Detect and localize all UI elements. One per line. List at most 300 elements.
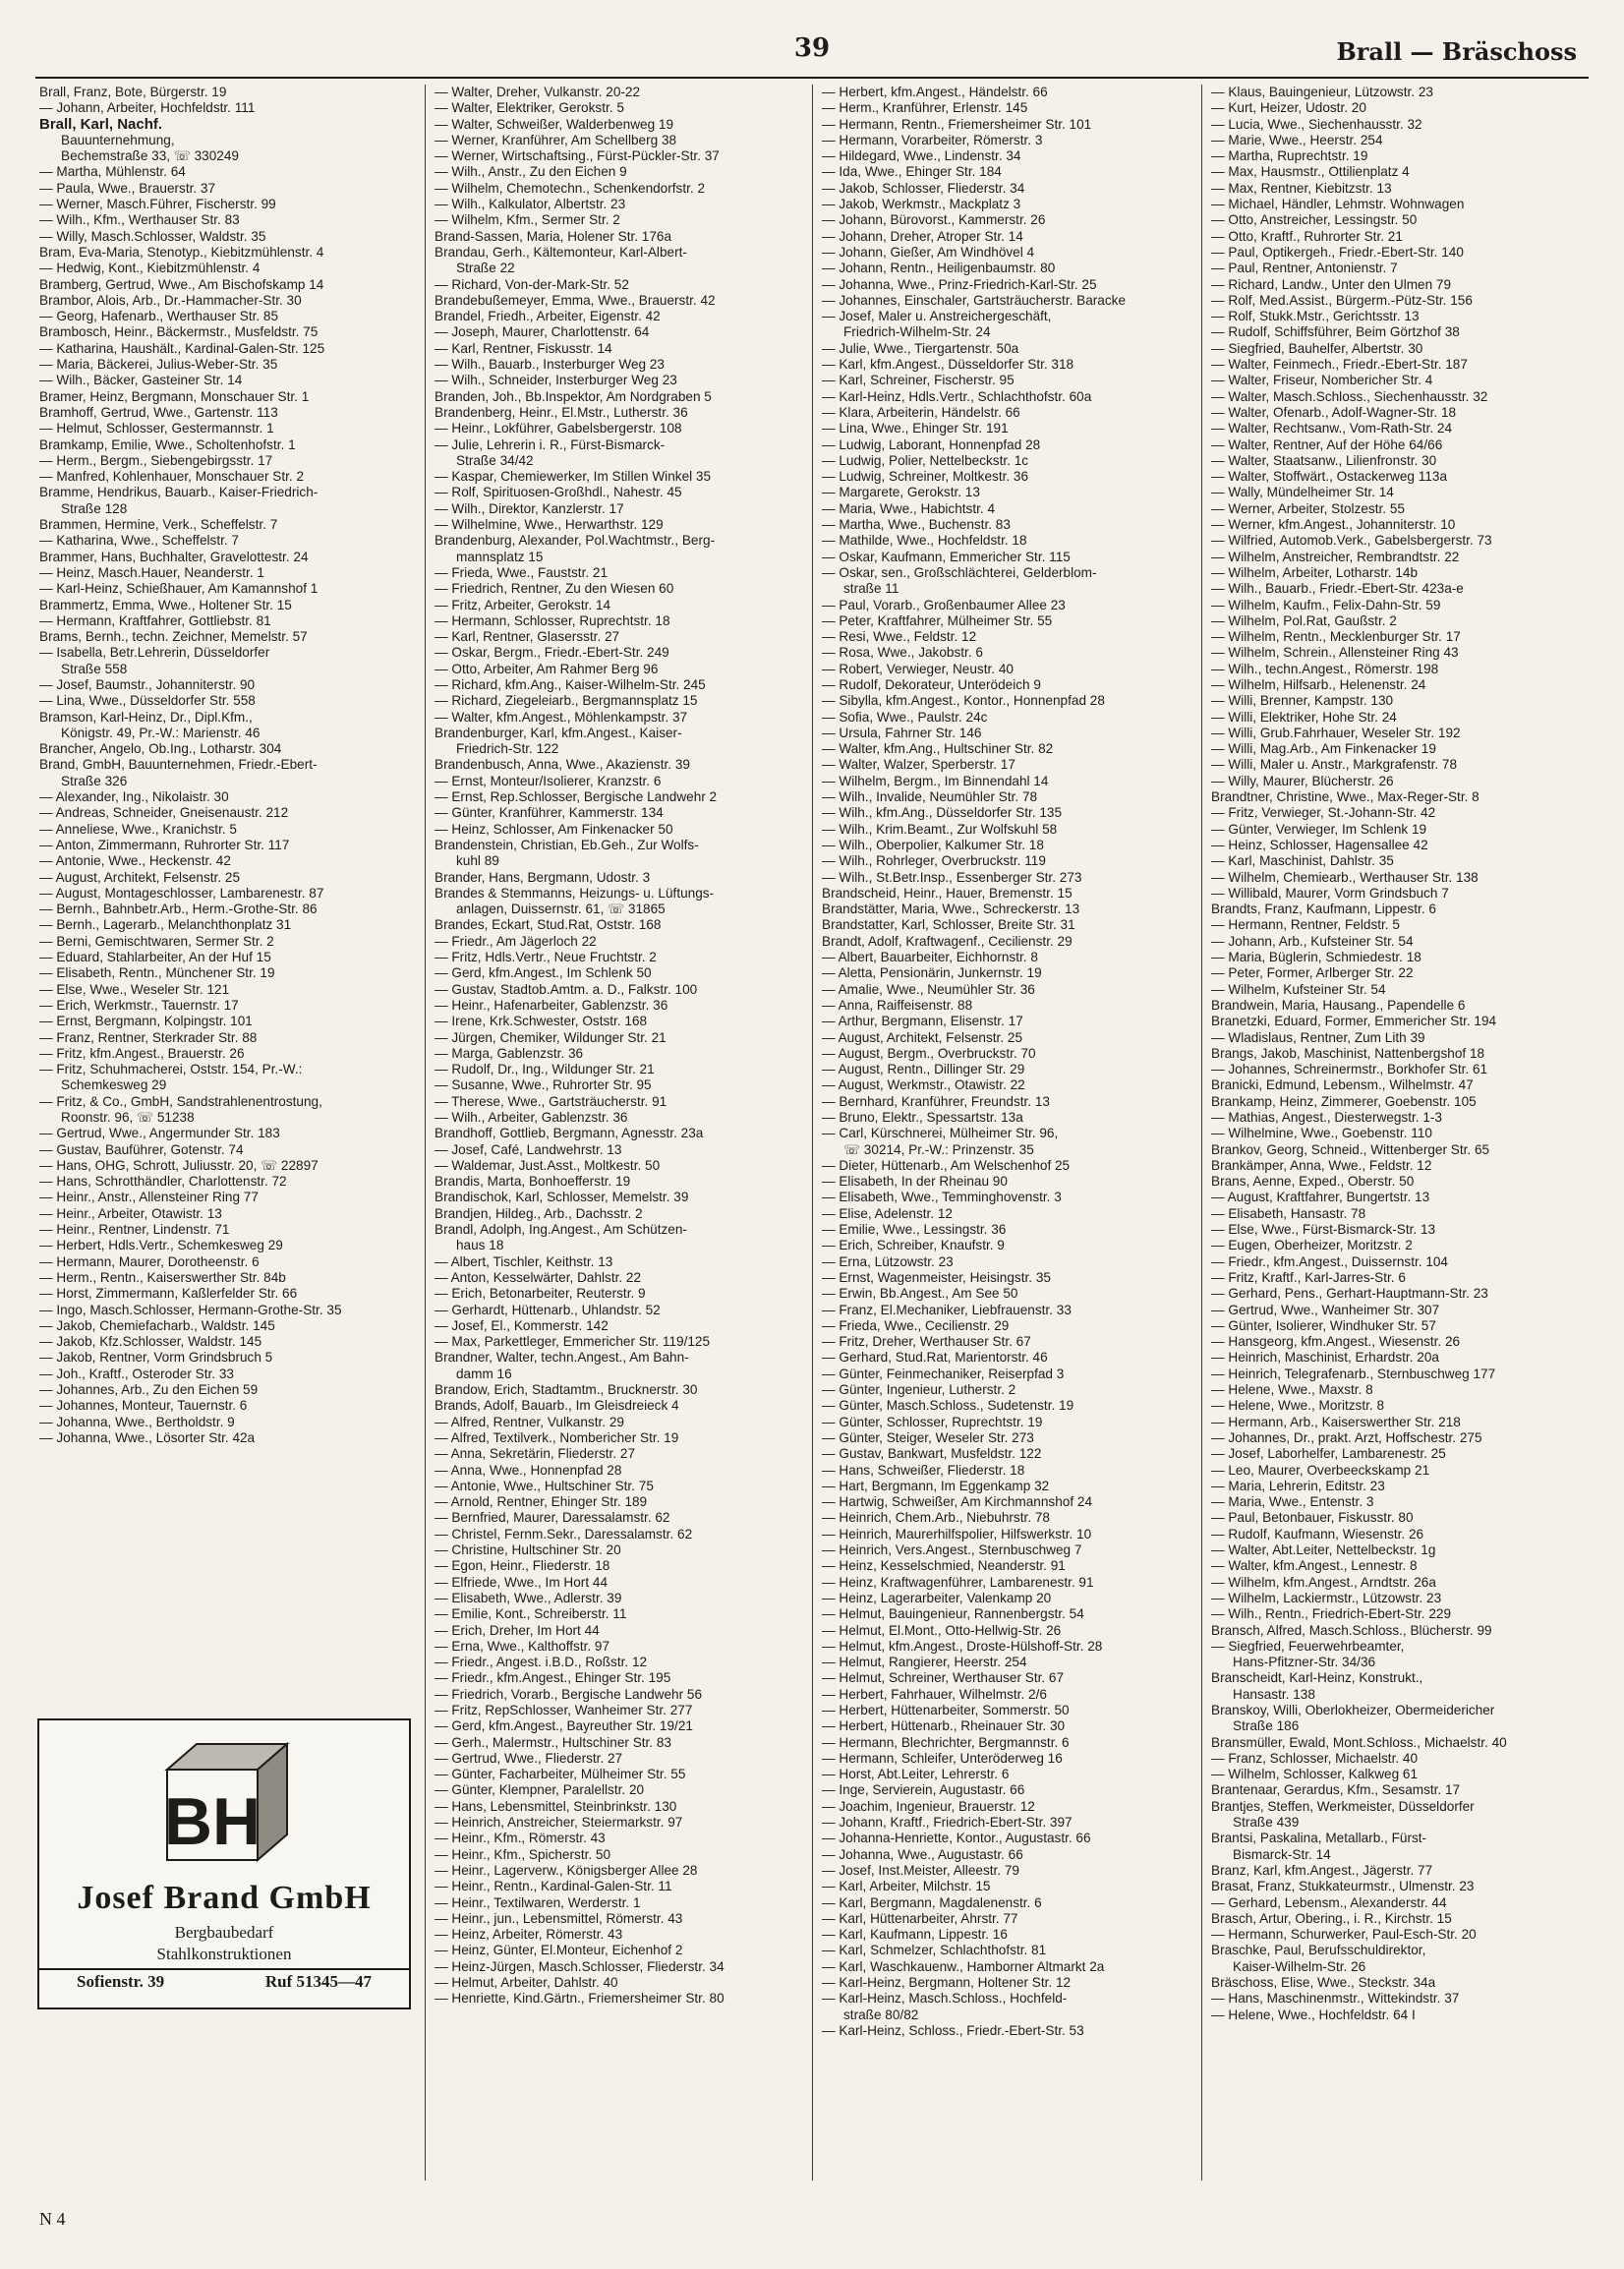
directory-entry: Brandscheid, Heinr., Hauer, Bremenstr. 15 <box>822 885 1073 901</box>
directory-entry: — Wilh., Invalide, Neumühler Str. 78 <box>822 789 1038 805</box>
directory-entry: — Wilh., Anstr., Zu den Eichen 9 <box>435 164 627 180</box>
directory-entry: — Heinz, Kraftwagenführer, Lambarenestr. 91 <box>822 1574 1094 1590</box>
directory-entry: — Herbert, Hdls.Vertr., Schemkesweg 29 <box>39 1238 283 1253</box>
directory-entry: — Otto, Anstreicher, Lessingstr. 50 <box>1211 212 1418 228</box>
directory-entry: straße 80/82 <box>843 2007 919 2022</box>
directory-entry: — Karl, Arbeiter, Milchstr. 15 <box>822 1879 991 1894</box>
directory-entry: Straße 22 <box>456 261 515 276</box>
directory-entry: — Günter, Isolierer, Windhuker Str. 57 <box>1211 1317 1436 1333</box>
directory-entry: — Rolf, Med.Assist., Bürgerm.-Pütz-Str. 156 <box>1211 292 1473 308</box>
directory-entry: — Herbert, Fahrhauer, Wilhelmstr. 2/6 <box>822 1686 1047 1702</box>
directory-entry: Brandis, Marta, Bonhoefferstr. 19 <box>435 1174 631 1190</box>
directory-entry: Brandau, Gerh., Kältemonteur, Karl-Albert- <box>435 244 687 260</box>
directory-entry: — Christine, Hultschiner Str. 20 <box>435 1542 621 1558</box>
directory-entry: — Jakob, Rentner, Vorm Grindsbruch 5 <box>39 1350 273 1366</box>
directory-entry: — Karl, Schmelzer, Schlachthofstr. 81 <box>822 1943 1047 1958</box>
directory-entry: — Friedr., kfm.Angest., Duissernstr. 104 <box>1211 1253 1448 1269</box>
directory-entry: — Wilh., St.Betr.Insp., Essenberger Str. 273 <box>822 869 1082 885</box>
directory-entry: — Horst, Zimmermann, Kaßlerfelder Str. 66 <box>39 1286 298 1302</box>
directory-entry: — Anna, Raiffeisenstr. 88 <box>822 997 973 1013</box>
directory-entry: — Elise, Adelenstr. 12 <box>822 1205 953 1221</box>
directory-entry: — Wilh., Direktor, Kanzlerstr. 17 <box>435 500 624 516</box>
directory-entry: Brangs, Jakob, Maschinist, Nattenbergshof 18 <box>1211 1045 1485 1061</box>
directory-entry: — Werner, kfm.Angest., Johanniterstr. 10 <box>1211 517 1456 533</box>
directory-entry: Hans-Pfitzner-Str. 34/36 <box>1233 1655 1376 1670</box>
directory-entry: — Wilhelm, Schlosser, Kalkweg 61 <box>1211 1767 1419 1782</box>
directory-entry: — Johann, Gießer, Am Windhövel 4 <box>822 244 1035 260</box>
directory-entry: Bramberg, Gertrud, Wwe., Am Bischofskamp 14 <box>39 276 324 292</box>
directory-entry: — Wilh., Krim.Beamt., Zur Wolfskuhl 58 <box>822 821 1058 837</box>
ad-company-name: Josef Brand GmbH <box>77 1880 372 1916</box>
directory-entry: Brammen, Hermine, Verk., Scheffelstr. 7 <box>39 517 278 533</box>
directory-entry: — Günter, Masch.Schloss., Sudetenstr. 19 <box>822 1398 1074 1414</box>
directory-entry: — Margarete, Gerokstr. 13 <box>822 485 980 500</box>
directory-entry: — Johann, Bürovorst., Kammerstr. 26 <box>822 212 1046 228</box>
directory-entry: — Hermann, Maurer, Dorotheenstr. 6 <box>39 1253 260 1269</box>
directory-entry: — Wilhelmine, Wwe., Herwarthstr. 129 <box>435 517 664 533</box>
directory-entry: — Gustav, Bankwart, Musfeldstr. 122 <box>822 1446 1042 1462</box>
directory-entry: — Katharina, Haushält., Kardinal-Galen-Str. 125 <box>39 340 325 356</box>
directory-entry: Brandner, Walter, techn.Angest., Am Bahn- <box>435 1350 689 1366</box>
directory-entry: — Christel, Fernm.Sekr., Daressalamstr. 62 <box>435 1526 693 1542</box>
column-divider <box>425 85 426 2181</box>
directory-entry: — Heinrich, Maurerhilfspolier, Hilfswerkstr. 10 <box>822 1526 1092 1542</box>
directory-entry: — Anna, Sekretärin, Fliederstr. 27 <box>435 1446 636 1462</box>
directory-entry: — Heinz-Jürgen, Masch.Schlosser, Fliederstr. 34 <box>435 1958 725 1974</box>
directory-entry: — Siegfried, Bauhelfer, Albertstr. 30 <box>1211 340 1423 356</box>
directory-entry: — Martha, Mühlenstr. 64 <box>39 164 186 180</box>
directory-entry: ☏ 30214, Pr.-W.: Prinzenstr. 35 <box>843 1141 1034 1157</box>
directory-entry: — Wilhelm, Hilfsarb., Helenenstr. 24 <box>1211 676 1426 692</box>
directory-entry: — Walter, Abt.Leiter, Nettelbeckstr. 1g <box>1211 1542 1436 1558</box>
directory-entry: — Jakob, Chemiefacharb., Waldstr. 145 <box>39 1317 275 1333</box>
directory-entry: — Günter, Steiger, Weseler Str. 273 <box>822 1429 1034 1445</box>
directory-entry: — Erich, Schreiber, Knaufstr. 9 <box>822 1238 1005 1253</box>
directory-entry: damm 16 <box>456 1366 512 1381</box>
directory-entry: — Karl, Hüttenarbeiter, Ahrstr. 77 <box>822 1910 1018 1926</box>
logo-text: BH <box>163 1784 261 1859</box>
directory-entry: — Helmut, Arbeiter, Dahlstr. 40 <box>435 1975 618 1991</box>
directory-entry: — Johanna, Wwe., Lösorter Str. 42a <box>39 1429 256 1445</box>
directory-entry: — Wilhelm, Anstreicher, Rembrandtstr. 22 <box>1211 549 1460 564</box>
directory-entry: — Ludwig, Schreiner, Moltkestr. 36 <box>822 469 1029 485</box>
directory-entry: — Antonie, Wwe., Heckenstr. 42 <box>39 853 231 869</box>
directory-entry: — Marga, Gablenzstr. 36 <box>435 1045 584 1061</box>
directory-entry: — Johann, Dreher, Atroper Str. 14 <box>822 228 1023 244</box>
directory-entry: — Kaspar, Chemiewerker, Im Stillen Winkel 35 <box>435 469 712 485</box>
directory-entry: — Walter, Elektriker, Gerokstr. 5 <box>435 100 624 116</box>
directory-entry: — Peter, Former, Arlberger Str. 22 <box>1211 965 1414 981</box>
directory-entry: — Hartwig, Schweißer, Am Kirchmannshof 24 <box>822 1494 1093 1510</box>
directory-entry: — Rudolf, Dr., Ing., Wildunger Str. 21 <box>435 1062 655 1077</box>
directory-entry: — Katharina, Wwe., Scheffelstr. 7 <box>39 533 239 549</box>
directory-entry: Branetzki, Eduard, Former, Emmericher Str. 194 <box>1211 1014 1497 1029</box>
directory-entry: — Andreas, Schneider, Gneisenaustr. 212 <box>39 805 289 821</box>
directory-entry: — Willi, Maler u. Anstr., Markgrafenstr. 78 <box>1211 757 1458 773</box>
directory-entry: — Heinz, Lagerarbeiter, Valenkamp 20 <box>822 1590 1052 1605</box>
directory-entry: — Amalie, Wwe., Neumühler Str. 36 <box>822 981 1035 997</box>
directory-entry: — Karl-Heinz, Schießhauer, Am Kamannshof 1 <box>39 581 319 597</box>
directory-entry: — Fritz, kfm.Angest., Brauerstr. 26 <box>39 1045 245 1061</box>
directory-entry: — Heinr., Lokführer, Gabelsbergerstr. 108 <box>435 421 682 436</box>
footer-signature: N 4 <box>39 2209 66 2229</box>
directory-entry: — Ursula, Fahrner Str. 146 <box>822 725 982 740</box>
directory-entry: — Ludwig, Polier, Nettelbeckstr. 1c <box>822 452 1029 468</box>
directory-entry: Roonstr. 96, ☏ 51238 <box>61 1110 195 1125</box>
directory-entry: — Elisabeth, In der Rheinau 90 <box>822 1174 1008 1190</box>
directory-entry: straße 11 <box>843 581 899 597</box>
directory-entry: Bram, Eva-Maria, Stenotyp., Kiebitzmühlenstr. 4 <box>39 244 324 260</box>
directory-entry: — Walter, kfm.Angest., Möhlenkampstr. 37 <box>435 709 688 725</box>
directory-entry: — Willy, Masch.Schlosser, Waldstr. 35 <box>39 228 266 244</box>
directory-entry: — Heinr., Rentner, Lindenstr. 71 <box>39 1222 230 1238</box>
directory-entry: — Wilh., Bauarb., Insterburger Weg 23 <box>435 357 665 373</box>
directory-entry: — Günter, Verwieger, Im Schlenk 19 <box>1211 821 1427 837</box>
directory-entry: — Wilhelm, Rentn., Mecklenburger Str. 17 <box>1211 629 1461 645</box>
directory-entry: — Lina, Wwe., Ehinger Str. 191 <box>822 421 1009 436</box>
directory-entry: — Wilhelm, Kaufm., Felix-Dahn-Str. 59 <box>1211 597 1441 612</box>
directory-entry: Brandstatter, Karl, Schlosser, Breite Str. 31 <box>822 917 1075 933</box>
directory-entry: Brand-Sassen, Maria, Holener Str. 176a <box>435 228 672 244</box>
directory-entry: — Rudolf, Dekorateur, Unterödeich 9 <box>822 676 1041 692</box>
directory-entry: — Dieter, Hüttenarb., Am Welschenhof 25 <box>822 1157 1071 1173</box>
directory-entry: — Antonie, Wwe., Hultschiner Str. 75 <box>435 1478 654 1493</box>
directory-entry: — Werner, Wirtschaftsing., Fürst-Pückler-Str. 37 <box>435 148 720 164</box>
directory-entry: — Hermann, Rentn., Friemersheimer Str. 101 <box>822 116 1092 132</box>
directory-entry: — Lina, Wwe., Düsseldorfer Str. 558 <box>39 693 256 709</box>
directory-entry: — Heinr., Rentn., Kardinal-Galen-Str. 11 <box>435 1879 672 1894</box>
directory-entry: — Frieda, Wwe., Fauststr. 21 <box>435 564 609 580</box>
directory-entry: Bramkamp, Emilie, Wwe., Scholtenhofstr. 1 <box>39 436 296 452</box>
directory-entry: — Johannes, Arb., Zu den Eichen 59 <box>39 1382 259 1398</box>
directory-entry: Branskoy, Willi, Oberlokheizer, Obermeidericher <box>1211 1702 1495 1717</box>
directory-entry: — Ida, Wwe., Ehinger Str. 184 <box>822 164 1002 180</box>
directory-entry: — Horst, Abt.Leiter, Lehrerstr. 6 <box>822 1767 1010 1782</box>
directory-entry: — Günter, Schlosser, Ruprechtstr. 19 <box>822 1414 1043 1429</box>
directory-entry: — Karl-Heinz, Masch.Schloss., Hochfeld- <box>822 1991 1068 2007</box>
directory-entry: — Heinz, Masch.Hauer, Neanderstr. 1 <box>39 564 264 580</box>
directory-entry: — Hermann, Schurwerker, Paul-Esch-Str. 20 <box>1211 1927 1477 1943</box>
directory-entry: — Emilie, Kont., Schreiberstr. 11 <box>435 1606 627 1622</box>
directory-entry: Brandischok, Karl, Schlosser, Memelstr. 39 <box>435 1190 689 1205</box>
directory-entry: — Peter, Kraftfahrer, Mülheimer Str. 55 <box>822 612 1053 628</box>
directory-entry: — Gustav, Bauführer, Gotenstr. 74 <box>39 1141 244 1157</box>
directory-entry: — Josef, Café, Landwehrstr. 13 <box>435 1141 622 1157</box>
directory-entry: — Friedr., Am Jägerloch 22 <box>435 933 597 949</box>
directory-entry: Brandes & Stemmanns, Heizungs- u. Lüftungs- <box>435 885 715 901</box>
directory-entry: — Max, Hausmstr., Ottilienplatz 4 <box>1211 164 1410 180</box>
directory-entry: — Martha, Wwe., Buchenstr. 83 <box>822 517 1011 533</box>
directory-entry: — Helmut, Schlosser, Gestermannstr. 1 <box>39 421 274 436</box>
directory-entry: — Josef, Baumstr., Johanniterstr. 90 <box>39 676 256 692</box>
directory-entry: — Joachim, Ingenieur, Brauerstr. 12 <box>822 1798 1035 1814</box>
directory-entry: — Wilh., techn.Angest., Römerstr. 198 <box>1211 661 1439 676</box>
directory-entry: — Franz, Schlosser, Michaelstr. 40 <box>1211 1750 1419 1766</box>
directory-entry: Brandjen, Hildeg., Arb., Dachsstr. 2 <box>435 1205 643 1221</box>
directory-entry: — Julie, Wwe., Tiergartenstr. 50a <box>822 340 1019 356</box>
directory-entry: — Wilhelm, kfm.Angest., Arndtstr. 26a <box>1211 1574 1436 1590</box>
directory-entry: — Carl, Kürschnerei, Mülheimer Str. 96, <box>822 1126 1059 1141</box>
directory-entry: — Günter, Ingenieur, Lutherstr. 2 <box>822 1382 1016 1398</box>
directory-entry: — Werner, Kranführer, Am Schellberg 38 <box>435 132 677 147</box>
directory-entry: Brandes, Eckart, Stud.Rat, Oststr. 168 <box>435 917 662 933</box>
directory-entry: — Paul, Vorarb., Großenbaumer Allee 23 <box>822 597 1066 612</box>
directory-entry: — Walter, kfm.Angest., Lennestr. 8 <box>1211 1558 1418 1574</box>
directory-entry: — Karl, Waschkauenw., Hamborner Altmarkt 2a <box>822 1958 1105 1974</box>
directory-entry: — Elisabeth, Rentn., Münchener Str. 19 <box>39 965 275 981</box>
directory-entry: — Heinr., jun., Lebensmittel, Römerstr. 43 <box>435 1910 683 1926</box>
directory-entry: — Hermann, Blechrichter, Bergmannstr. 6 <box>822 1734 1070 1750</box>
directory-entry: — Maria, Büglerin, Schmiedestr. 18 <box>1211 950 1421 965</box>
directory-entry: — Hans, Schrotthändler, Charlottenstr. 72 <box>39 1174 287 1190</box>
directory-entry: — Josef, Laborhelfer, Lambarenestr. 25 <box>1211 1446 1446 1462</box>
directory-entry: — Erna, Lützowstr. 23 <box>822 1253 954 1269</box>
directory-entry: Brambor, Alois, Arb., Dr.-Hammacher-Str. 30 <box>39 292 302 308</box>
directory-entry: — Gerhard, Lebensm., Alexanderstr. 44 <box>1211 1894 1447 1910</box>
directory-entry: — Mathilde, Wwe., Hochfeldstr. 18 <box>822 533 1027 549</box>
directory-entry: — Johannes, Monteur, Tauernstr. 6 <box>39 1398 248 1414</box>
directory-entry: Brands, Adolf, Bauarb., Im Gleisdreieck 4 <box>435 1398 679 1414</box>
directory-entry: Brandt, Adolf, Kraftwagenf., Cecilienstr. 29 <box>822 933 1073 949</box>
directory-entry: — Irene, Krk.Schwester, Oststr. 168 <box>435 1014 648 1029</box>
directory-entry: — Günter, Klempner, Paralellstr. 20 <box>435 1782 645 1798</box>
directory-entry: — Wilhelm, Bergm., Im Binnendahl 14 <box>822 773 1049 788</box>
directory-entry: — Willy, Maurer, Blücherstr. 26 <box>1211 773 1394 788</box>
directory-entry: — Hermann, Schleifer, Unteröderweg 16 <box>822 1750 1063 1766</box>
directory-entry: — Helmut, El.Mont., Otto-Hellwig-Str. 26 <box>822 1622 1062 1638</box>
directory-entry: — Wilhelmine, Wwe., Goebenstr. 110 <box>1211 1126 1432 1141</box>
directory-entry: — Heinz, Schlosser, Am Finkenacker 50 <box>435 821 673 837</box>
directory-entry: — Ernst, Monteur/Isolierer, Kranzstr. 6 <box>435 773 662 788</box>
directory-entry: Brandl, Adolph, Ing.Angest., Am Schützen- <box>435 1222 687 1238</box>
directory-entry: — Hans, OHG, Schrott, Juliusstr. 20, ☏ 22897 <box>39 1157 319 1173</box>
directory-entry: Straße 34/42 <box>456 452 534 468</box>
directory-entry: — Maria, Wwe., Habichtstr. 4 <box>822 500 996 516</box>
directory-entry: — Ludwig, Laborant, Honnenpfad 28 <box>822 436 1041 452</box>
directory-entry: — Anton, Kesselwärter, Dahlstr. 22 <box>435 1269 642 1285</box>
directory-entry: — Rolf, Stukk.Mstr., Gerichtsstr. 13 <box>1211 309 1420 324</box>
directory-entry: — Waldemar, Just.Asst., Moltkestr. 50 <box>435 1157 661 1173</box>
directory-entry: Brall, Franz, Bote, Bürgerstr. 19 <box>39 85 227 99</box>
directory-entry: — Siegfried, Feuerwehrbeamter, <box>1211 1638 1405 1654</box>
directory-entry: — Walter, Feinmech., Friedr.-Ebert-Str. 187 <box>1211 357 1468 373</box>
directory-entry: — Wally, Mündelheimer Str. 14 <box>1211 485 1394 500</box>
directory-entry: — Fritz, Kraftf., Karl-Jarres-Str. 6 <box>1211 1269 1406 1285</box>
directory-entry: — Hans, Schweißer, Fliederstr. 18 <box>822 1462 1025 1478</box>
directory-entry: — Else, Wwe., Fürst-Bismarck-Str. 13 <box>1211 1222 1436 1238</box>
directory-entry: — Erna, Wwe., Kalthoffstr. 97 <box>435 1638 610 1654</box>
directory-entry: — Rudolf, Kaufmann, Wiesenstr. 26 <box>1211 1526 1424 1542</box>
directory-entry: — Fritz, Dreher, Werthauser Str. 67 <box>822 1334 1031 1350</box>
directory-entry: — Emilie, Wwe., Lessingstr. 36 <box>822 1222 1007 1238</box>
ad-address: Sofienstr. 39 <box>77 1972 165 1991</box>
directory-entry: — Bruno, Elektr., Spessartstr. 13a <box>822 1110 1023 1125</box>
directory-entry: — Johanna, Wwe., Prinz-Friedrich-Karl-Str. 25 <box>822 276 1097 292</box>
directory-entry: — Else, Wwe., Weseler Str. 121 <box>39 981 230 997</box>
directory-entry: — Helmut, Schreiner, Werthauser Str. 67 <box>822 1670 1065 1686</box>
directory-entry: — Walter, Rechtsanw., Vom-Rath-Str. 24 <box>1211 421 1453 436</box>
directory-entry: Straße 186 <box>1233 1718 1300 1734</box>
directory-entry: — Richard, Landw., Unter den Ulmen 79 <box>1211 276 1452 292</box>
directory-entry: — Rosa, Wwe., Jakobstr. 6 <box>822 645 983 661</box>
directory-entry: — Friedrich, Vorarb., Bergische Landwehr 56 <box>435 1686 703 1702</box>
directory-entry: — Karl, Rentner, Fiskusstr. 14 <box>435 340 612 356</box>
directory-entry: — Anton, Zimmermann, Ruhrorter Str. 117 <box>39 837 290 852</box>
directory-entry: — Bernhard, Kranführer, Freundstr. 13 <box>822 1093 1050 1109</box>
directory-entry: — Helmut, Rangierer, Heerstr. 254 <box>822 1655 1027 1670</box>
directory-entry: — Alfred, Rentner, Vulkanstr. 29 <box>435 1414 624 1429</box>
directory-entry: — Leo, Maurer, Overbeeckskamp 21 <box>1211 1462 1430 1478</box>
directory-entry: — Jakob, Schlosser, Fliederstr. 34 <box>822 180 1025 196</box>
directory-entry: Hansastr. 138 <box>1233 1686 1315 1702</box>
directory-entry: — Ernst, Rep.Schlosser, Bergische Landwehr 2 <box>435 789 718 805</box>
directory-entry: — Fritz, Arbeiter, Gerokstr. 14 <box>435 597 611 612</box>
directory-entry: — Walter, kfm.Ang., Hultschiner Str. 82 <box>822 741 1054 757</box>
directory-entry: Brandenstein, Christian, Eb.Geh., Zur Wolfs- <box>435 837 699 852</box>
directory-entry: — Johanna, Wwe., Augustastr. 66 <box>822 1846 1023 1862</box>
directory-entry: Brantenaar, Gerardus, Kfm., Sesamstr. 17 <box>1211 1782 1461 1798</box>
directory-entry: — Hermann, Schlosser, Ruprechtstr. 18 <box>435 612 670 628</box>
directory-entry: Brandenbusch, Anna, Wwe., Akazienstr. 39 <box>435 757 690 773</box>
directory-entry: — Arnold, Rentner, Ehinger Str. 189 <box>435 1494 648 1510</box>
ad-line-2: Stahlkonstruktionen <box>156 1945 292 1963</box>
directory-entry: — Wilh., Arbeiter, Gablenzstr. 36 <box>435 1110 628 1125</box>
directory-entry: — Elisabeth, Wwe., Temminghovenstr. 3 <box>822 1190 1062 1205</box>
directory-entry: — Paula, Wwe., Brauerstr. 37 <box>39 180 216 196</box>
directory-entry: — Elisabeth, Hansastr. 78 <box>1211 1205 1366 1221</box>
running-head: Brall — Bräschoss <box>1336 37 1577 66</box>
directory-entry: — August, Architekt, Felsenstr. 25 <box>39 869 241 885</box>
ad-phone: Ruf 51345—47 <box>264 1972 372 1991</box>
directory-entry: — Walter, Ofenarb., Adolf-Wagner-Str. 18 <box>1211 404 1457 420</box>
directory-entry: Brandts, Franz, Kaufmann, Lippestr. 6 <box>1211 902 1436 917</box>
directory-entry: — Wilhelm, Kufsteiner Str. 54 <box>1211 981 1386 997</box>
directory-entry: — Gerhardt, Hüttenarb., Uhlandstr. 52 <box>435 1302 661 1317</box>
directory-entry: — Erich, Werkmstr., Tauernstr. 17 <box>39 997 239 1013</box>
directory-entry: — Oskar, Kaufmann, Emmericher Str. 115 <box>822 549 1071 564</box>
directory-entry: Brankov, Georg, Schneid., Wittenberger Str. 65 <box>1211 1141 1490 1157</box>
directory-entry: Bransmüller, Ewald, Mont.Schloss., Michaelstr. 40 <box>1211 1734 1507 1750</box>
directory-entry: Friedrich-Wilhelm-Str. 24 <box>843 324 991 340</box>
directory-entry: — August, Kraftfahrer, Bungertstr. 13 <box>1211 1190 1430 1205</box>
directory-entry: Straße 326 <box>61 773 128 788</box>
directory-entry: — Fritz, RepSchlosser, Wanheimer Str. 277 <box>435 1702 693 1717</box>
directory-entry: — Johanna-Henriette, Kontor., Augustastr. 66 <box>822 1831 1091 1846</box>
directory-entry: — Lucia, Wwe., Siechenhausstr. 32 <box>1211 116 1422 132</box>
directory-entry: — Heinr., Arbeiter, Otawistr. 13 <box>39 1205 222 1221</box>
directory-entry: — Helmut, Bauingenieur, Rannenbergstr. 54 <box>822 1606 1084 1622</box>
directory-entry: — Wilfried, Automob.Verk., Gabelsbergerstr. 73 <box>1211 533 1492 549</box>
directory-entry: Brancher, Angelo, Ob.Ing., Lotharstr. 304 <box>39 741 282 757</box>
directory-entry: — Heinz, Kesselschmied, Neanderstr. 91 <box>822 1558 1066 1574</box>
directory-entry: — Fritz, & Co., GmbH, Sandstrahlenentrostung, <box>39 1093 322 1109</box>
directory-entry: Bramer, Heinz, Bergmann, Monschauer Str. 1 <box>39 388 310 404</box>
directory-entry: — Johannes, Einschaler, Gartsträucherstr. Baracke <box>822 292 1127 308</box>
directory-entry: — Franz, Rentner, Sterkrader Str. 88 <box>39 1029 258 1045</box>
directory-entry: — Anna, Wwe., Honnenpfad 28 <box>435 1462 622 1478</box>
directory-entry: — Erich, Betonarbeiter, Reuterstr. 9 <box>435 1286 646 1302</box>
directory-entry: — Wilhelm, Pol.Rat, Gaußstr. 2 <box>1211 612 1397 628</box>
directory-column-3 <box>822 85 1195 2039</box>
directory-entry: — Günter, Kranführer, Kammerstr. 134 <box>435 805 664 821</box>
ad-address-row <box>39 1968 409 1994</box>
directory-entry: — Günter, Feinmechaniker, Reiserpfad 3 <box>822 1366 1065 1381</box>
bh-logo-icon <box>157 1734 295 1862</box>
directory-entry: Bramhoff, Gertrud, Wwe., Gartenstr. 113 <box>39 404 278 420</box>
directory-entry: Bismarck-Str. 14 <box>1233 1846 1331 1862</box>
directory-entry: — Isabella, Betr.Lehrerin, Düsseldorfer <box>39 645 270 661</box>
directory-entry: Kaiser-Wilhelm-Str. 26 <box>1233 1958 1366 1974</box>
directory-entry: — Hildegard, Wwe., Lindenstr. 34 <box>822 148 1021 164</box>
directory-entry: — Maria, Bäckerei, Julius-Weber-Str. 35 <box>39 357 278 373</box>
directory-entry: — Franz, El.Mechaniker, Liebfrauenstr. 33 <box>822 1302 1072 1317</box>
directory-entry: — Helmut, kfm.Angest., Droste-Hülshoff-Str. 28 <box>822 1638 1103 1654</box>
directory-entry: — Gerd, kfm.Angest., Bayreuther Str. 19/21 <box>435 1718 693 1734</box>
directory-entry: — Klaus, Bauingenieur, Lützowstr. 23 <box>1211 85 1433 99</box>
directory-entry: Königstr. 49, Pr.-W.: Marienstr. 46 <box>61 725 261 740</box>
directory-entry: Bramson, Karl-Heinz, Dr., Dipl.Kfm., <box>39 709 253 725</box>
directory-entry: — Julie, Lehrerin i. R., Fürst-Bismarck- <box>435 436 666 452</box>
directory-entry: — Friedrich, Rentner, Zu den Wiesen 60 <box>435 581 674 597</box>
directory-entry: — Max, Parkettleger, Emmericher Str. 119/125 <box>435 1334 711 1350</box>
directory-entry: — Walter, Dreher, Vulkanstr. 20-22 <box>435 85 641 99</box>
directory-entry: — Fritz, Hdls.Vertr., Neue Fruchtstr. 2 <box>435 950 657 965</box>
directory-entry: — Josef, El., Kommerstr. 142 <box>435 1317 609 1333</box>
directory-entry: — Gerd, kfm.Angest., Im Schlenk 50 <box>435 965 652 981</box>
directory-entry: Brandenberg, Heinr., El.Mstr., Lutherstr. 36 <box>435 404 688 420</box>
directory-entry: — Herm., Rentn., Kaiserswerther Str. 84b <box>39 1269 286 1285</box>
directory-entry: — Michael, Händler, Lehmstr. Wohnwagen <box>1211 197 1465 212</box>
directory-entry: — Josef, Maler u. Anstreichergeschäft, <box>822 309 1052 324</box>
directory-entry: — Wilhelm, Chemiearb., Werthauser Str. 138 <box>1211 869 1479 885</box>
directory-entry: Brankämper, Anna, Wwe., Feldstr. 12 <box>1211 1157 1432 1173</box>
directory-entry: — Josef, Inst.Meister, Alleestr. 79 <box>822 1862 1019 1878</box>
directory-entry: — Herbert, Hüttenarbeiter, Sommerstr. 50 <box>822 1702 1070 1717</box>
directory-entry: — Otto, Arbeiter, Am Rahmer Berg 96 <box>435 661 659 676</box>
directory-entry: Brasch, Artur, Obering., i. R., Kirchstr. 15 <box>1211 1910 1452 1926</box>
directory-entry: — Johann, Rentn., Heiligenbaumstr. 80 <box>822 261 1056 276</box>
directory-entry: — Hans, Lebensmittel, Steinbrinkstr. 130 <box>435 1798 677 1814</box>
directory-entry: — Heinrich, Anstreicher, Steiermarkstr. 97 <box>435 1815 683 1831</box>
directory-entry: — Maria, Wwe., Entenstr. 3 <box>1211 1494 1374 1510</box>
directory-entry: — Sofia, Wwe., Paulstr. 24c <box>822 709 988 725</box>
directory-entry: Brandebußemeyer, Emma, Wwe., Brauerstr. 42 <box>435 292 716 308</box>
directory-entry: Brandtner, Christine, Wwe., Max-Reger-Str. 8 <box>1211 789 1479 805</box>
directory-column-2 <box>435 85 808 2007</box>
directory-entry: — Jürgen, Chemiker, Wildunger Str. 21 <box>435 1029 667 1045</box>
directory-entry: — Gerhard, Stud.Rat, Marientorstr. 46 <box>822 1350 1048 1366</box>
directory-entry: Brandow, Erich, Stadtamtm., Brucknerstr. 30 <box>435 1382 698 1398</box>
directory-entry: — Paul, Betonbauer, Fiskusstr. 80 <box>1211 1510 1414 1526</box>
directory-entry: — Wilh., kfm.Ang., Düsseldorfer Str. 135 <box>822 805 1063 821</box>
directory-entry: Brandenburger, Karl, kfm.Angest., Kaiser- <box>435 725 682 740</box>
directory-entry: — Wladislaus, Rentner, Zum Lith 39 <box>1211 1029 1425 1045</box>
directory-entry: — Werner, Arbeiter, Stolzestr. 55 <box>1211 500 1405 516</box>
directory-entry: Friedrich-Str. 122 <box>456 741 559 757</box>
directory-entry: Brantjes, Steffen, Werkmeister, Düsseldorfer <box>1211 1798 1475 1814</box>
directory-entry: — Gertrud, Wwe., Angermunder Str. 183 <box>39 1126 280 1141</box>
directory-entry: — Hedwig, Kont., Kiebitzmühlenstr. 4 <box>39 261 261 276</box>
directory-entry: Brandel, Friedh., Arbeiter, Eigenstr. 42 <box>435 309 661 324</box>
directory-entry: — Martha, Ruprechtstr. 19 <box>1211 148 1368 164</box>
directory-entry: — Manfred, Kohlenhauer, Monschauer Str. 2 <box>39 469 305 485</box>
directory-entry: — Walter, Stoffwärt., Ostackerweg 113a <box>1211 469 1448 485</box>
directory-entry: — Walter, Walzer, Sperberstr. 17 <box>822 757 1015 773</box>
directory-entry: — Erich, Dreher, Im Hort 44 <box>435 1622 600 1638</box>
directory-entry: — Bernfried, Maurer, Daressalamstr. 62 <box>435 1510 670 1526</box>
directory-entry: — Gustav, Stadtob.Amtm. a. D., Falkstr. 100 <box>435 981 698 997</box>
directory-column-1 <box>39 85 413 1446</box>
